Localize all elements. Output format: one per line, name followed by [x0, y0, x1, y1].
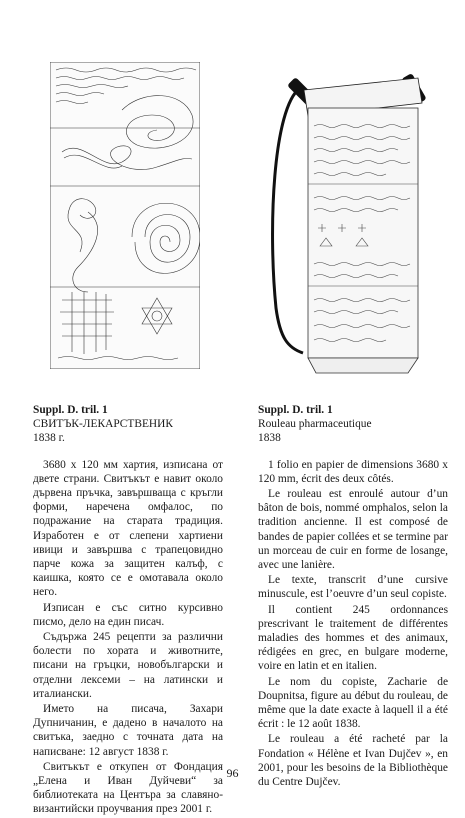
paragraph: 3680 х 120 мм хартия, изписана от двете страни. Свитъкът е навит около дървена пръчка, завършваща с кръгли форми, наречена омфалос, по подражание на старата традиция. Изработен е от слепени хартиени ивици и завършва с трапецовидно парче кожа за защитен калъф, с каишка, която се е омотавала около него. [33, 458, 223, 599]
paragraph: Le rouleau est enroulé autour d’un bâton de bois, nommé omphalos, selon la tradition ancienne. Il est composé de bandes de papier collées et se termine par un morceau de cuir en forme de losange, avec une lanière. [258, 488, 448, 572]
paragraph: Le nom du copiste, Zacharie de Doupnitsa, figure au début du rouleau, de même que la date exacte à laquell il a été écrit : le 12 août 1838. [258, 675, 448, 731]
paragraph: Il contient 245 ordonnances prescrivant le traitement de différentes maladies des hommes et des animaux, rédigées en grec, en bulgare moderne, voire en latin et en italien. [258, 603, 448, 673]
shelfmark: Suppl. D. tril. 1 [33, 404, 108, 416]
description-body [258, 458, 448, 790]
paragraph: Изписан е със ситно курсивно писмо, дело на един писач. [33, 601, 223, 628]
manuscript-drawing-image [50, 62, 200, 369]
scroll-photo-image [258, 68, 428, 378]
paragraph: Le texte, transcrit d’une cursive minuscule, est l’oeuvre d’un seul copiste. [258, 574, 448, 601]
bulgarian-column [33, 403, 223, 818]
item-year: 1838 г. [33, 432, 65, 445]
item-title: Rouleau pharmaceutique [258, 418, 372, 431]
paragraph: Името на писача, Захари Дупничанин, е дадено в началото на свитъка, заедно с точната дата на написване: 12 август 1838 г. [33, 703, 223, 758]
item-heading [258, 403, 448, 446]
item-heading [33, 403, 223, 446]
description-body [33, 458, 223, 817]
item-title: СВИТЪК-ЛЕКАРСТВЕНИК [33, 418, 173, 431]
shelfmark: Suppl. D. tril. 1 [258, 404, 333, 416]
paragraph: Свитъкът е откупен от Фондация „Елена и Иван Дуйчеви“ за библиотеката на Центъра за славяно-византийски проучвания през 2001 г. [33, 760, 223, 816]
page-number: 96 [226, 766, 239, 780]
item-year: 1838 [258, 432, 281, 445]
paragraph: Le rouleau a été racheté par la Fondation « Hélène et Ivan Dujčev », en 2001, pour les besoins de la Bibliothèque du Centre Dujčev. [258, 733, 448, 789]
paragraph: Съдържа 245 рецепти за различни болести по хората и животните, писани на гръцки, новобългарски и отделни лексеми – на латински и италиански. [33, 631, 223, 700]
paragraph: 1 folio en papier de dimensions 3680 x 120 mm, écrit des deux côtés. [258, 458, 448, 485]
french-column [258, 403, 448, 790]
